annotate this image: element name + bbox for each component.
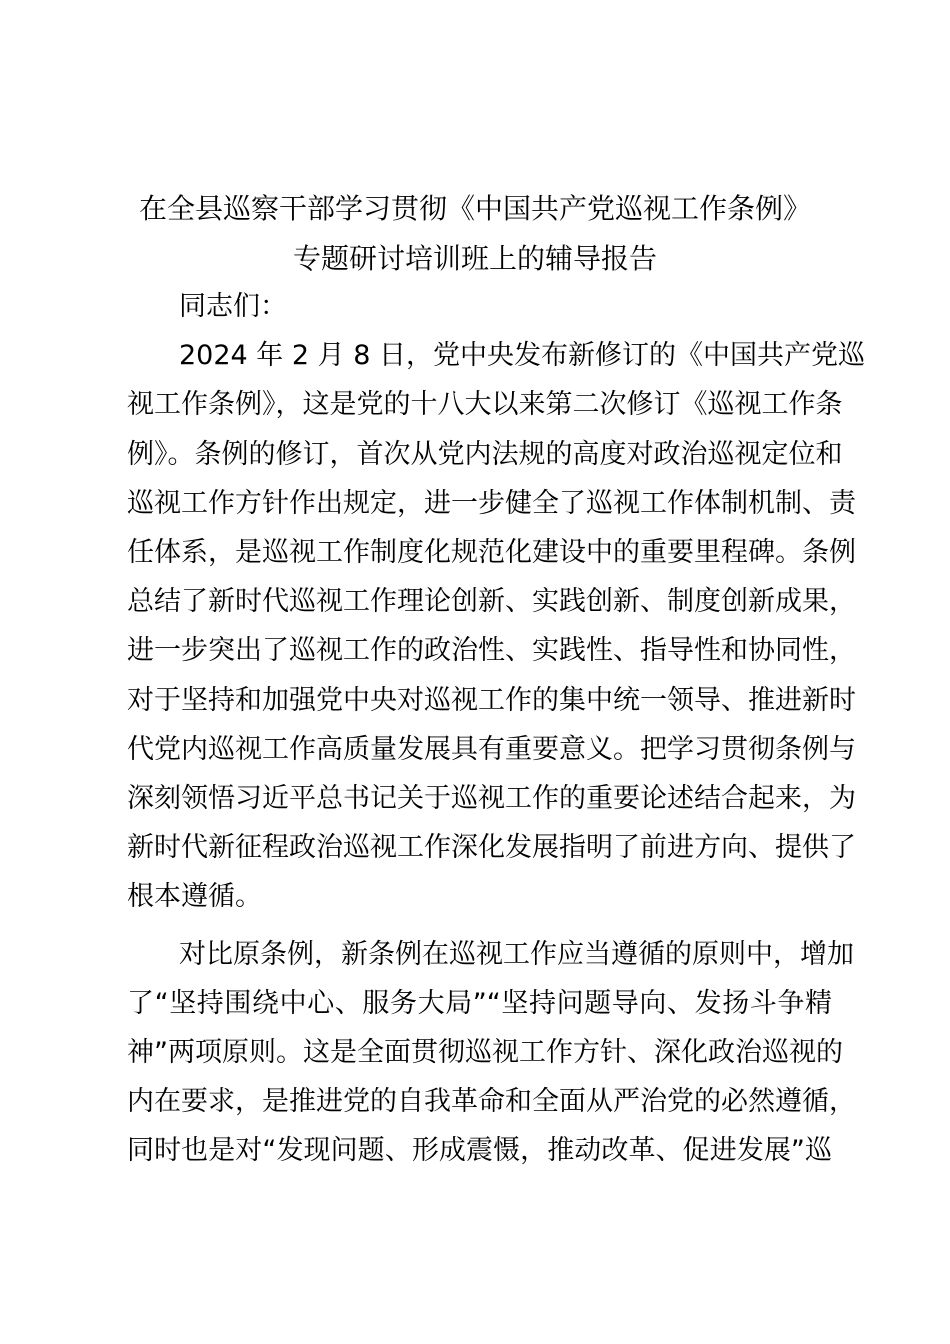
salutation: 同志们： — [179, 291, 287, 322]
title-line-1: 在全县巡察干部学习贯彻《中国共产党巡视工作条例》 — [138, 192, 811, 225]
paragraph-line: 根本遵循。 — [127, 881, 262, 913]
paragraph-line: 例》。条例的修订，首次从党内法规的高度对政治巡视定位和 — [127, 438, 843, 470]
paragraph-line: 对于坚持和加强党中央对巡视工作的集中统一领导、推进新时 — [127, 684, 856, 716]
paragraph-1 — [127, 331, 865, 921]
paragraph-line: 同时也是对“发现问题、形成震慑，推动改革、促进发展”巡 — [127, 1135, 832, 1167]
document-title — [0, 184, 950, 284]
paragraph-line: 任体系，是巡视工作制度化规范化建设中的重要里程碑。条例 — [127, 537, 856, 569]
paragraph-line: 进一步突出了巡视工作的政治性、实践性、指导性和协同性， — [127, 635, 856, 667]
paragraph-line: 总结了新时代巡视工作理论创新、实践创新、制度创新成果， — [127, 586, 856, 618]
paragraph-line: 视工作条例》，这是党的十八大以来第二次修订《巡视工作条 — [127, 389, 843, 421]
paragraph-line: 了“坚持围绕中心、服务大局”“坚持问题导向、发扬斗争精 — [127, 987, 832, 1019]
paragraph-line: 2024 年 2 月 8 日，党中央发布新修订的《中国共产党巡 — [179, 340, 865, 372]
paragraph-line: 深刻领悟习近平总书记关于巡视工作的重要论述结合起来，为 — [127, 783, 856, 815]
paragraph-line: 巡视工作方针作出规定，进一步健全了巡视工作体制机制、责 — [127, 487, 856, 519]
paragraph-line: 代党内巡视工作高质量发展具有重要意义。把学习贯彻条例与 — [127, 733, 856, 765]
paragraph-line: 对比原条例，新条例在巡视工作应当遵循的原则中，增加 — [179, 938, 854, 970]
paragraph-line: 内在要求，是推进党的自我革命和全面从严治党的必然遵循， — [127, 1086, 856, 1118]
paragraph-2 — [127, 930, 856, 1176]
paragraph-spacer — [127, 922, 832, 930]
title-line-2: 专题研讨培训班上的辅导报告 — [292, 242, 657, 275]
paragraph-line: 神”两项原则。这是全面贯彻巡视工作方针、深化政治巡视的 — [127, 1037, 843, 1069]
paragraph-line: 新时代新征程政治巡视工作深化发展指明了前进方向、提供了 — [127, 832, 856, 864]
document-body — [127, 282, 865, 1176]
